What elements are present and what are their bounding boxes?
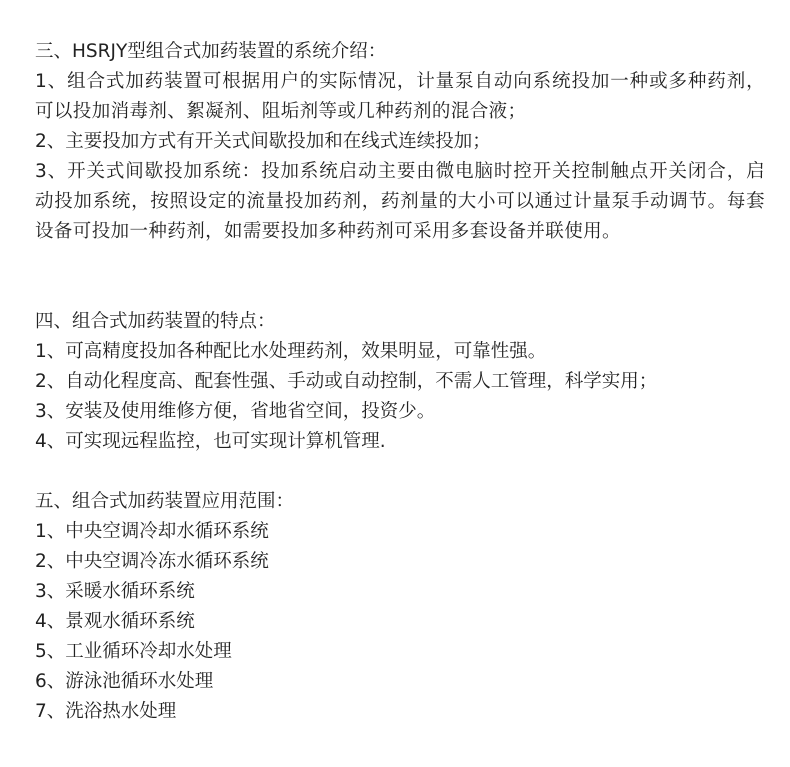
- list-item: 2、自动化程度高、配套性强、手动或自动控制，不需人工管理，科学实用；: [35, 371, 658, 392]
- list-item: 1、中央空调冷却水循环系统: [35, 521, 269, 542]
- section-spacer: [35, 457, 765, 487]
- section-heading: 三、HSRJY型组合式加药装置的系统介绍：: [35, 41, 387, 62]
- list-item: 2、中央空调冷冻水循环系统: [35, 551, 269, 572]
- list-item: 5、工业循环冷却水处理: [35, 641, 232, 662]
- list-item: 4、可实现远程监控，也可实现计算机管理.: [35, 431, 386, 452]
- list-item: 7、洗浴热水处理: [35, 701, 177, 722]
- list-item: 6、游泳池循环水处理: [35, 671, 214, 692]
- section-heading: 五、组合式加药装置应用范围：: [35, 491, 295, 512]
- section-features: [35, 307, 765, 457]
- list-item: 3、采暖水循环系统: [35, 581, 195, 602]
- section-heading: 四、组合式加药装置的特点：: [35, 311, 276, 332]
- list-item: 3、开关式间歇投加系统：投加系统启动主要由微电脑时控开关控制触点开关闭合，启动投加系统，按照设定的流量投加药剂，药剂量的大小可以通过计量泵手动调节。每套设备可投加一种药剂，如需要投加多种药剂可采用多套设备并联使用。: [35, 161, 765, 242]
- section-applications: [35, 487, 765, 727]
- document-body: [35, 37, 765, 727]
- section-system-intro: [35, 37, 765, 247]
- list-item: 1、组合式加药装置可根据用户的实际情况，计量泵自动向系统投加一种或多种药剂，可以投加消毒剂、絮凝剂、阻垢剂等或几种药剂的混合液；: [35, 71, 765, 122]
- list-item: 4、景观水循环系统: [35, 611, 195, 632]
- list-item: 1、可高精度投加各种配比水处理药剂，效果明显，可靠性强。: [35, 341, 547, 362]
- section-spacer: [35, 247, 765, 307]
- list-item: 3、安装及使用维修方便，省地省空间，投资少。: [35, 401, 436, 422]
- list-item: 2、主要投加方式有开关式间歇投加和在线式连续投加；: [35, 131, 491, 152]
